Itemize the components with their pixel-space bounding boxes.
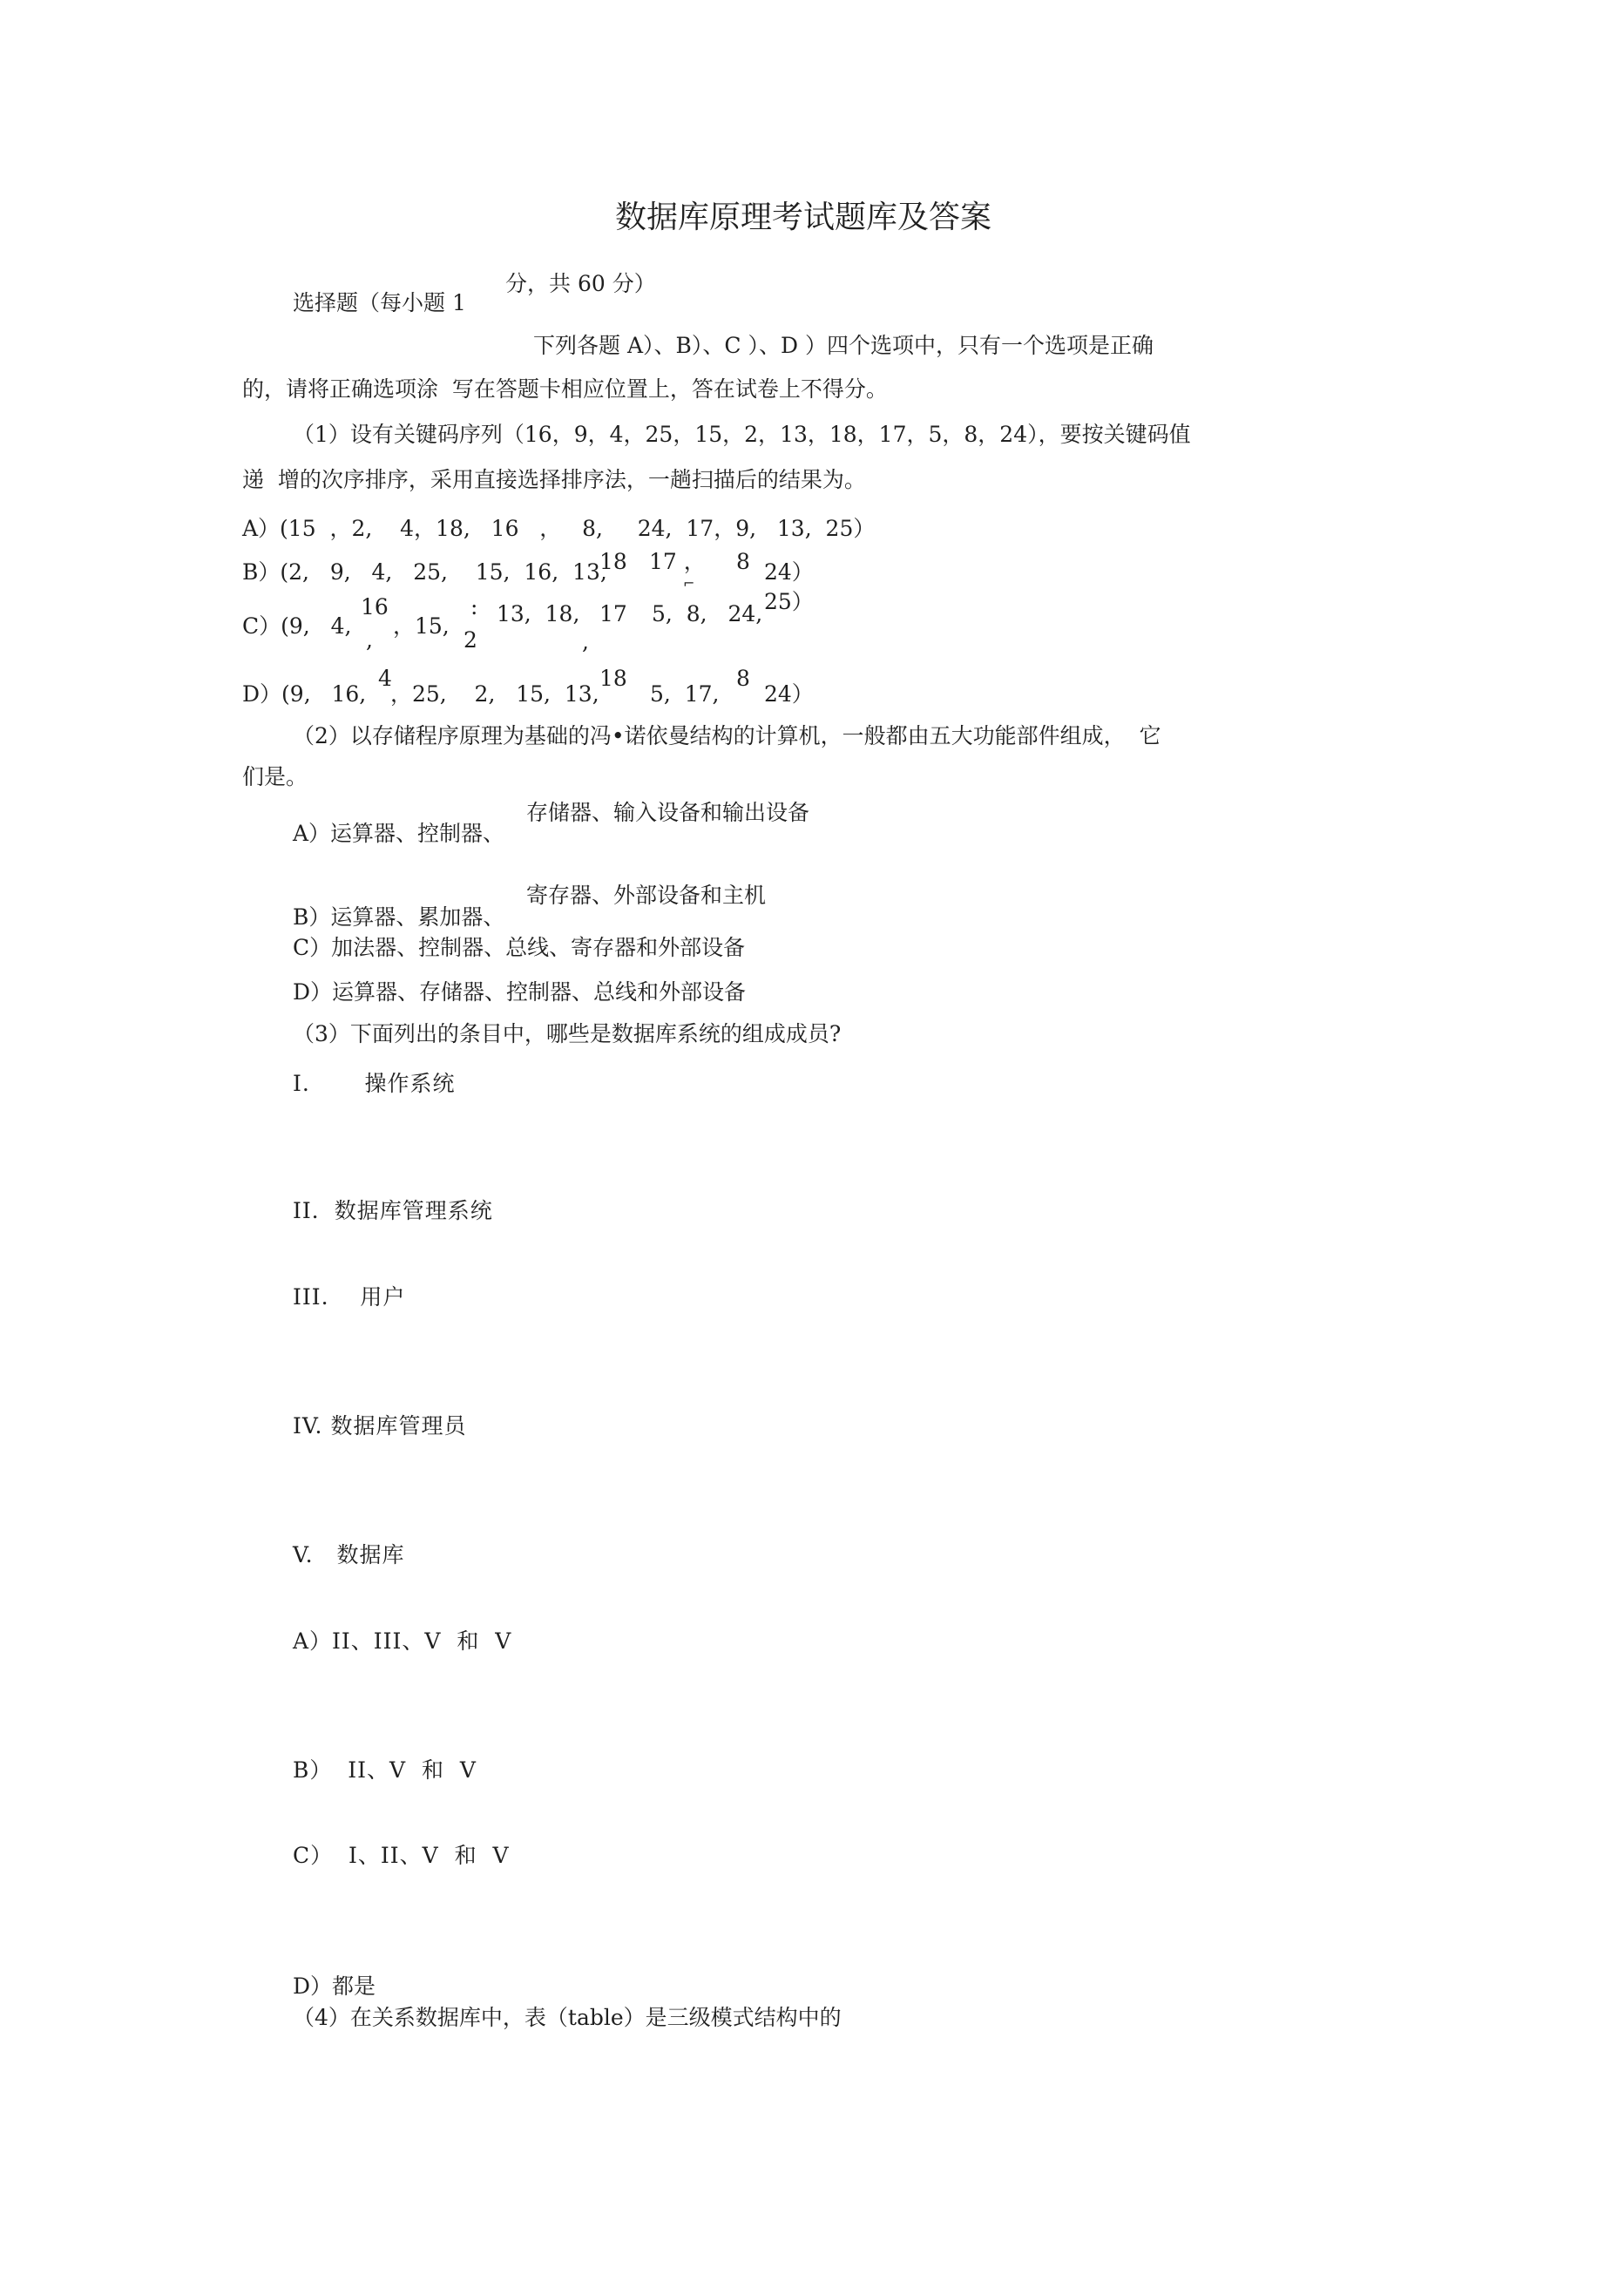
instruction-line-1: 下列各题 A）、B）、C ）、D ）四个选项中，只有一个选项是正确 bbox=[533, 333, 1154, 358]
q3-item: IV. 数据库管理员 bbox=[293, 1413, 467, 1439]
q3-item: I. 操作系统 bbox=[293, 1071, 456, 1096]
q1-option-d-frag: 18 bbox=[599, 666, 627, 691]
q1-option-b-main: B）(2, 9, 4, 25, 15, 16, 13, bbox=[242, 559, 607, 585]
section-head-left: 选择题（每小题 1 bbox=[293, 290, 466, 315]
page-title: 数据库原理考试题库及答案 bbox=[615, 200, 992, 235]
q2-option-a-right: 存储器、输入设备和输出设备 bbox=[526, 800, 810, 825]
q2-option-b-right: 寄存器、外部设备和主机 bbox=[526, 883, 767, 908]
q3-option-a: A）II、III、V 和 V bbox=[293, 1628, 512, 1654]
q1-option-c-frag: , bbox=[582, 629, 589, 654]
q1-option-c-frag: 13, 18, bbox=[497, 601, 580, 626]
q2-option-c: C）加法器、控制器、总线、寄存器和外部设备 bbox=[293, 935, 746, 960]
q1-option-c-frag: 25） bbox=[764, 589, 814, 614]
instruction-line-2: 的，请将正确选项涂 写在答题卡相应位置上，答在试卷上不得分。 bbox=[242, 376, 888, 402]
q1-option-c-frag: ，15, bbox=[393, 613, 450, 639]
q1-option-d-frag: 24） bbox=[764, 681, 814, 707]
q3-option-c: C） I、II、V 和 V bbox=[293, 1843, 510, 1868]
q2-option-a-left: A）运算器、控制器、 bbox=[293, 821, 505, 846]
q1-option-c-frag: : bbox=[470, 594, 478, 619]
q1-stem-line-2: 递 增的次序排序，采用直接选择排序法，一趟扫描后的结果为。 bbox=[242, 467, 866, 492]
q4-stem: （4）在关系数据库中，表（table）是三级模式结构中的 bbox=[293, 2005, 842, 2030]
q1-option-d-frag: 8 bbox=[736, 666, 750, 691]
q1-option-d-frag: 5, 17, bbox=[650, 681, 720, 707]
q1-option-b-frag: 17 ， bbox=[649, 549, 706, 574]
q2-option-b-left: B）运算器、累加器、 bbox=[293, 904, 505, 930]
q1-option-c-frag: , bbox=[366, 627, 373, 653]
q1-stem-line-1: （1）设有关键码序列（16，9，4，25，15，2，13，18，17，5，8，24），要按关键码值 bbox=[293, 422, 1191, 447]
q1-option-c-frag: 2 bbox=[464, 627, 477, 653]
q1-option-c-main: C）(9, 4, bbox=[242, 613, 352, 639]
q1-option-d-frag: 4 bbox=[378, 666, 392, 691]
q2-stem-line-1: （2）以存储程序原理为基础的冯•诺依曼结构的计算机，一般都由五大功能部件组成， 它 bbox=[293, 723, 1161, 748]
q1-option-a: A）(15 ，2, 4，18, 16 ， 8, 24, 17，9, 13, 25） bbox=[242, 516, 876, 541]
q1-option-d-main: D）(9, 16, bbox=[242, 681, 367, 707]
q3-option-d: D）都是 bbox=[293, 1973, 376, 1999]
q2-option-d: D）运算器、存储器、控制器、总线和外部设备 bbox=[293, 979, 747, 1005]
q2-stem-line-2: 们是。 bbox=[242, 764, 308, 789]
q3-stem: （3）下面列出的条目中，哪些是数据库系统的组成成员? bbox=[293, 1021, 842, 1046]
q1-option-b-frag: 18 bbox=[599, 549, 627, 574]
q3-option-b: B） II、V 和 V bbox=[293, 1757, 477, 1783]
q3-item: V. 数据库 bbox=[293, 1542, 405, 1567]
q1-option-b-frag: 24） bbox=[764, 559, 814, 585]
q3-item: II．数据库管理系统 bbox=[293, 1198, 493, 1223]
q1-option-b-frag: 8 bbox=[736, 549, 750, 574]
q1-option-c-frag: 17 bbox=[599, 601, 627, 626]
q1-option-d-frag: ，25, 2, 15, 13, bbox=[390, 681, 599, 707]
q3-item: III. 用户 bbox=[293, 1284, 406, 1310]
q1-option-b-frag: ⌐ bbox=[683, 575, 695, 592]
q1-option-c-frag: 16 bbox=[361, 594, 389, 619]
q1-option-c-frag: 5, 8, 24, bbox=[652, 601, 763, 626]
section-head-right: 分，共 60 分） bbox=[505, 271, 656, 296]
